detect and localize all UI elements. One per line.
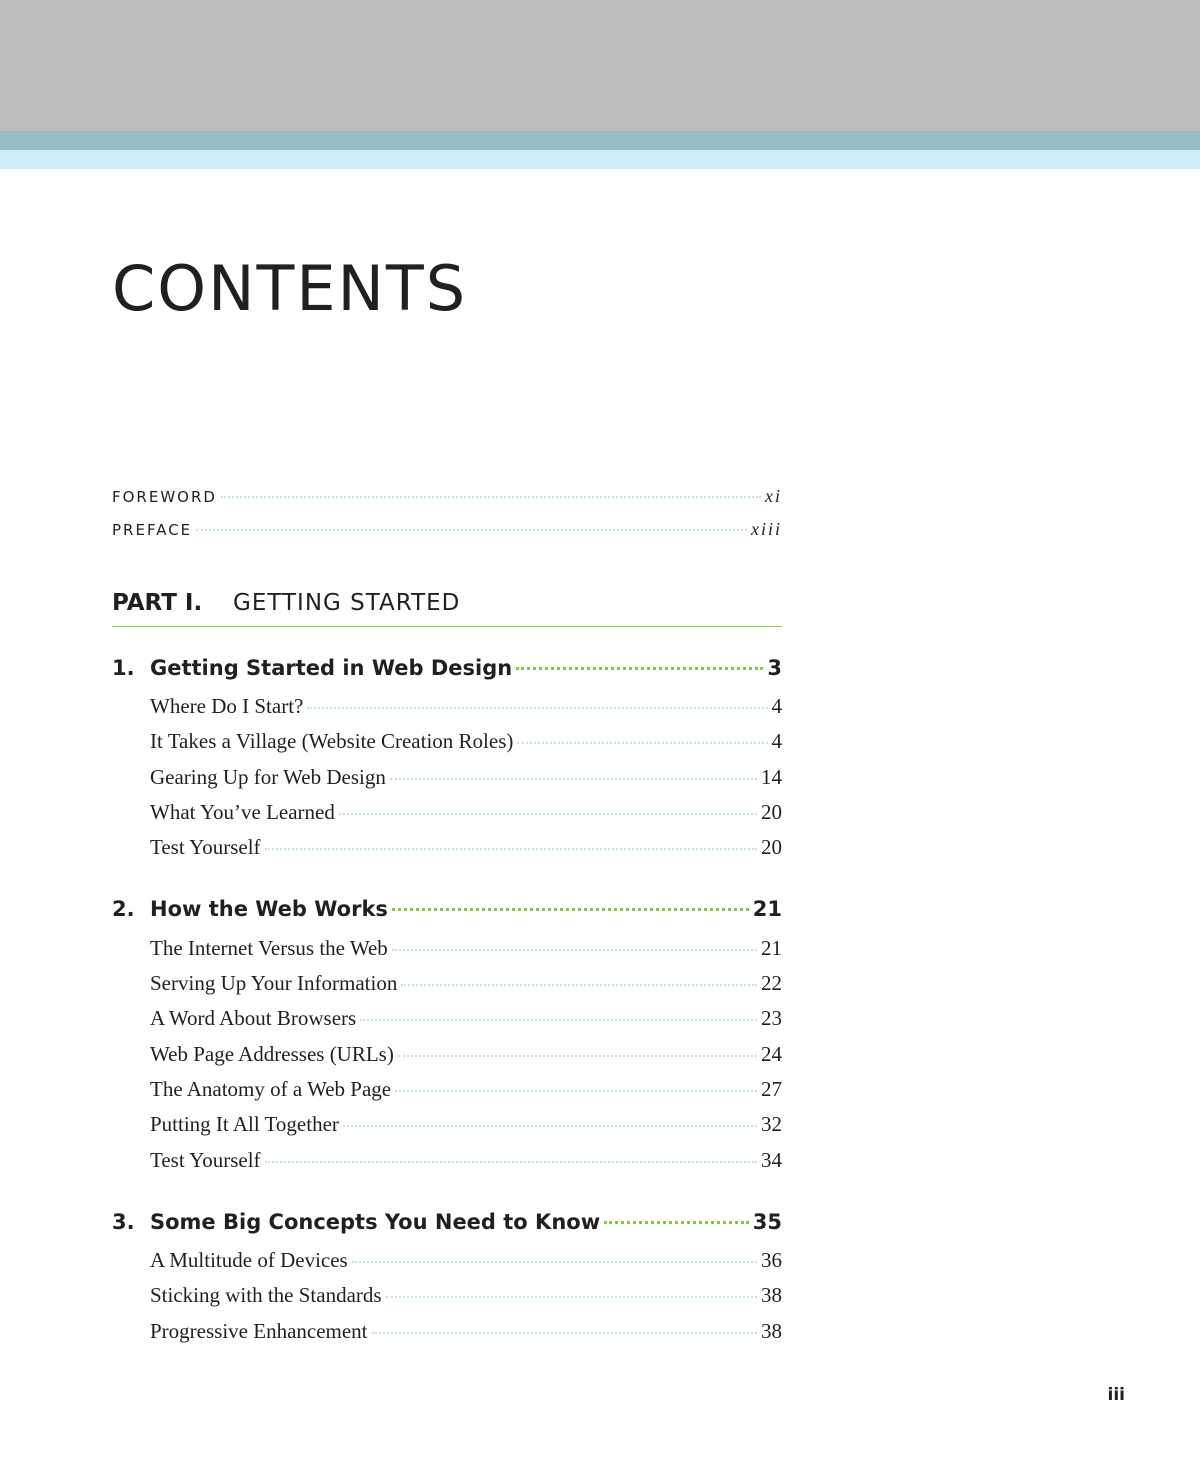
toc-entry-page: xi [765,486,782,506]
chapter-number: 3. [112,1210,135,1234]
section-page: 24 [761,1042,782,1066]
toc-section[interactable] [150,765,782,790]
section-page: 38 [761,1319,782,1343]
section-title: A Word About Browsers [150,1006,357,1030]
dot-leader [339,813,757,815]
dot-leader [307,707,767,709]
toc-entry-page: xiii [751,519,782,539]
dot-leader [392,949,757,951]
dot-leader [401,984,757,986]
section-page: 14 [761,765,782,789]
toc-entry-preface[interactable] [112,519,782,540]
toc-section[interactable] [150,835,782,860]
toc-section[interactable] [150,1148,782,1173]
section-page: 20 [761,800,782,824]
dot-leader [196,529,747,531]
header-band-teal [0,131,1200,150]
chapter-title: How the Web Works [150,897,388,921]
section-title: The Internet Versus the Web [150,936,388,960]
dot-leader [372,1332,757,1334]
toc-section[interactable] [150,1042,782,1067]
chapter-page: 35 [752,1210,782,1234]
dot-leader [395,1090,757,1092]
dot-leader [343,1125,757,1127]
dot-leader [352,1261,757,1263]
toc-section[interactable] [150,1283,782,1308]
dot-leader [392,908,749,911]
part-heading [112,590,782,627]
dot-leader [517,742,767,744]
dot-leader [386,1296,757,1298]
section-title: Sticking with the Standards [150,1283,382,1307]
chapter-title: Some Big Concepts You Need to Know [150,1210,601,1234]
section-title: Progressive Enhancement [150,1319,368,1343]
section-title: Where Do I Start? [150,694,304,718]
chapter-number: 2. [112,897,135,921]
section-title: Test Yourself [150,1148,261,1172]
toc-entry-label: PREFACE [112,521,193,539]
section-title: Test Yourself [150,835,261,859]
toc-section[interactable] [150,1077,782,1102]
section-page: 38 [761,1283,782,1307]
section-page: 32 [761,1112,782,1136]
toc-chapter-2[interactable] [112,897,782,921]
section-title: It Takes a Village (Website Creation Roles) [150,729,514,753]
section-title: A Multitude of Devices [150,1248,348,1272]
toc-section[interactable] [150,1319,782,1344]
header-band-light [0,150,1200,169]
section-page: 21 [761,936,782,960]
toc-section[interactable] [150,936,782,961]
page-number: iii [1107,1385,1125,1405]
dot-leader [265,848,757,850]
toc-chapter-3[interactable] [112,1210,782,1234]
section-title: Gearing Up for Web Design [150,765,386,789]
section-page: 34 [761,1148,782,1172]
dot-leader [265,1161,757,1163]
toc-section[interactable] [150,1006,782,1031]
page-title: CONTENTS [112,252,468,325]
section-page: 22 [761,971,782,995]
header-band-gray [0,0,1200,131]
section-title: The Anatomy of a Web Page [150,1077,392,1101]
toc-section[interactable] [150,694,782,719]
section-title: What You’ve Learned [150,800,335,824]
section-page: 36 [761,1248,782,1272]
section-page: 20 [761,835,782,859]
toc-section[interactable] [150,729,782,754]
toc-section[interactable] [150,1248,782,1273]
section-page: 23 [761,1006,782,1030]
dot-leader [398,1055,757,1057]
section-title: Putting It All Together [150,1112,339,1136]
chapter-title: Getting Started in Web Design [150,656,513,680]
chapter-number: 1. [112,656,135,680]
section-title: Serving Up Your Information [150,971,398,995]
dot-leader [604,1221,749,1224]
dot-leader [516,667,763,670]
part-title: GETTING STARTED [233,590,461,616]
toc-entry-foreword[interactable] [112,486,782,507]
part-number: PART I. [112,590,203,616]
chapter-page: 21 [752,897,782,921]
dot-leader [221,496,761,498]
toc-entry-label: FOREWORD [112,488,217,506]
section-page: 4 [771,694,782,718]
toc-chapter-1[interactable] [112,656,782,680]
dot-leader [360,1019,757,1021]
section-title: Web Page Addresses (URLs) [150,1042,394,1066]
section-page: 27 [761,1077,782,1101]
toc-section[interactable] [150,800,782,825]
toc-section[interactable] [150,971,782,996]
chapter-page: 3 [767,656,782,680]
section-page: 4 [771,729,782,753]
dot-leader [390,778,757,780]
toc-section[interactable] [150,1112,782,1137]
